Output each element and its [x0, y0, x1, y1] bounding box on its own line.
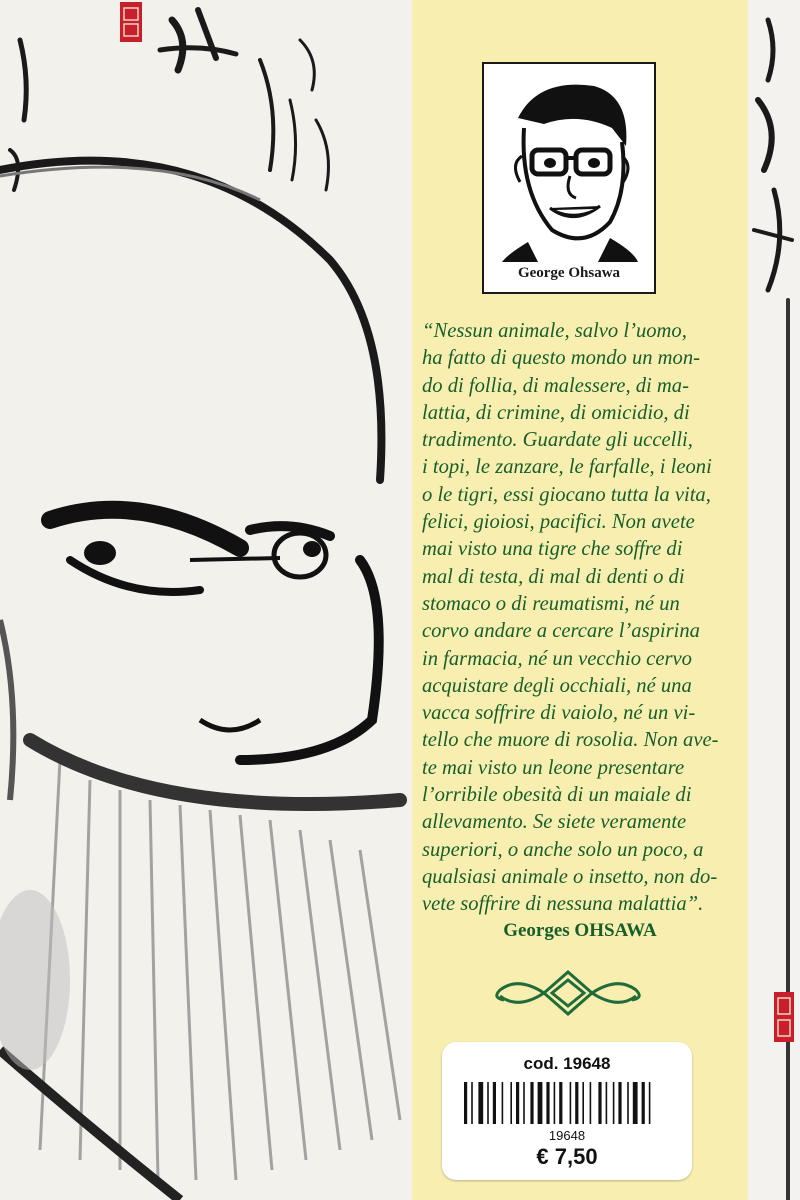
barcode-bar — [493, 1082, 496, 1124]
barcode-bar — [590, 1082, 592, 1124]
barcode-bar — [516, 1082, 519, 1124]
price: € 7,50 — [536, 1144, 598, 1169]
ohsawa-portrait-icon — [498, 72, 640, 262]
quote-line: i topi, le zanzare, le farfalle, i leoni — [422, 456, 712, 479]
barcode-bar — [523, 1082, 525, 1124]
barcode-bar — [502, 1082, 504, 1124]
quote-line: corvo andare a cercare l’aspirina — [422, 620, 700, 643]
quote-line: mai visto una tigre che soffre di — [422, 538, 683, 561]
price-label — [442, 1042, 692, 1180]
ornament-divider-icon — [488, 968, 648, 1018]
barcode-bar — [649, 1082, 651, 1124]
quote-line: superiori, o anche solo un poco, a — [422, 838, 704, 861]
barcode-bar — [606, 1082, 608, 1124]
product-code: cod. 19648 — [523, 1054, 611, 1073]
barcode-icon — [464, 1082, 670, 1124]
author-portrait — [482, 62, 656, 294]
calligraphy-edge-art — [748, 0, 800, 1200]
quote-line: in farmacia, né un vecchio cervo — [422, 647, 692, 670]
quote-line: te mai visto un leone presentare — [422, 756, 685, 779]
barcode-bar — [510, 1082, 512, 1124]
barcode-bar — [471, 1082, 473, 1124]
quote-line: stomaco o di reumatismi, né un — [422, 592, 680, 615]
barcode-bar — [575, 1082, 578, 1124]
barcode-bar — [627, 1082, 629, 1124]
quote-line: felici, gioiosi, pacifici. Non avete — [422, 511, 695, 534]
quote-line: qualsiasi animale o insetto, non do- — [422, 865, 718, 888]
barcode-bar — [613, 1082, 615, 1124]
portrait-caption: George Ohsawa — [517, 265, 621, 281]
quote-line: tradimento. Guardate gli uccelli, — [422, 429, 693, 452]
barcode-bar — [559, 1082, 562, 1124]
quote-text — [422, 318, 744, 919]
quote-author: Georges OHSAWA — [503, 920, 657, 941]
quote-line: tello che muore di rosolia. Non ave- — [422, 729, 719, 752]
barcode-bar — [598, 1082, 601, 1124]
quote-line: o le tigri, essi giocano tutta la vita, — [422, 483, 711, 506]
barcode-number: 19648 — [548, 1128, 586, 1143]
quote-line: do di follia, di malessere, di ma- — [422, 374, 689, 397]
quote-line: acquistare degli occhiali, né una — [422, 674, 692, 697]
barcode-bar — [633, 1082, 638, 1124]
quote-line: vacca soffrire di vaiolo, né un vi- — [422, 702, 696, 725]
barcode-bar — [464, 1082, 467, 1124]
quote-line: l’orribile obesità di un maiale di — [422, 784, 692, 807]
quote-line: ha fatto di questo mondo un mon- — [422, 347, 701, 370]
quote-line: vete soffrire di nessuna malattia”. — [422, 893, 704, 916]
barcode-bar — [530, 1082, 533, 1124]
red-seal-icon — [774, 992, 794, 1042]
barcode-bar — [487, 1082, 489, 1124]
barcode-bar — [642, 1082, 645, 1124]
quote-line: “Nessun animale, salvo l’uomo, — [422, 320, 687, 342]
barcode-bar — [538, 1082, 543, 1124]
barcode-bar — [478, 1082, 483, 1124]
quote-line: lattia, di crimine, di omicidio, di — [422, 401, 690, 424]
barcode-bar — [554, 1082, 556, 1124]
barcode-bar — [546, 1082, 549, 1124]
barcode-bar — [582, 1082, 584, 1124]
barcode-bar — [618, 1082, 621, 1124]
back-cover-panel — [412, 0, 748, 1200]
quote-line: allevamento. Se siete veramente — [422, 811, 687, 834]
quote-line: mal di testa, di mal di denti o di — [422, 565, 685, 588]
barcode-bar — [570, 1082, 572, 1124]
